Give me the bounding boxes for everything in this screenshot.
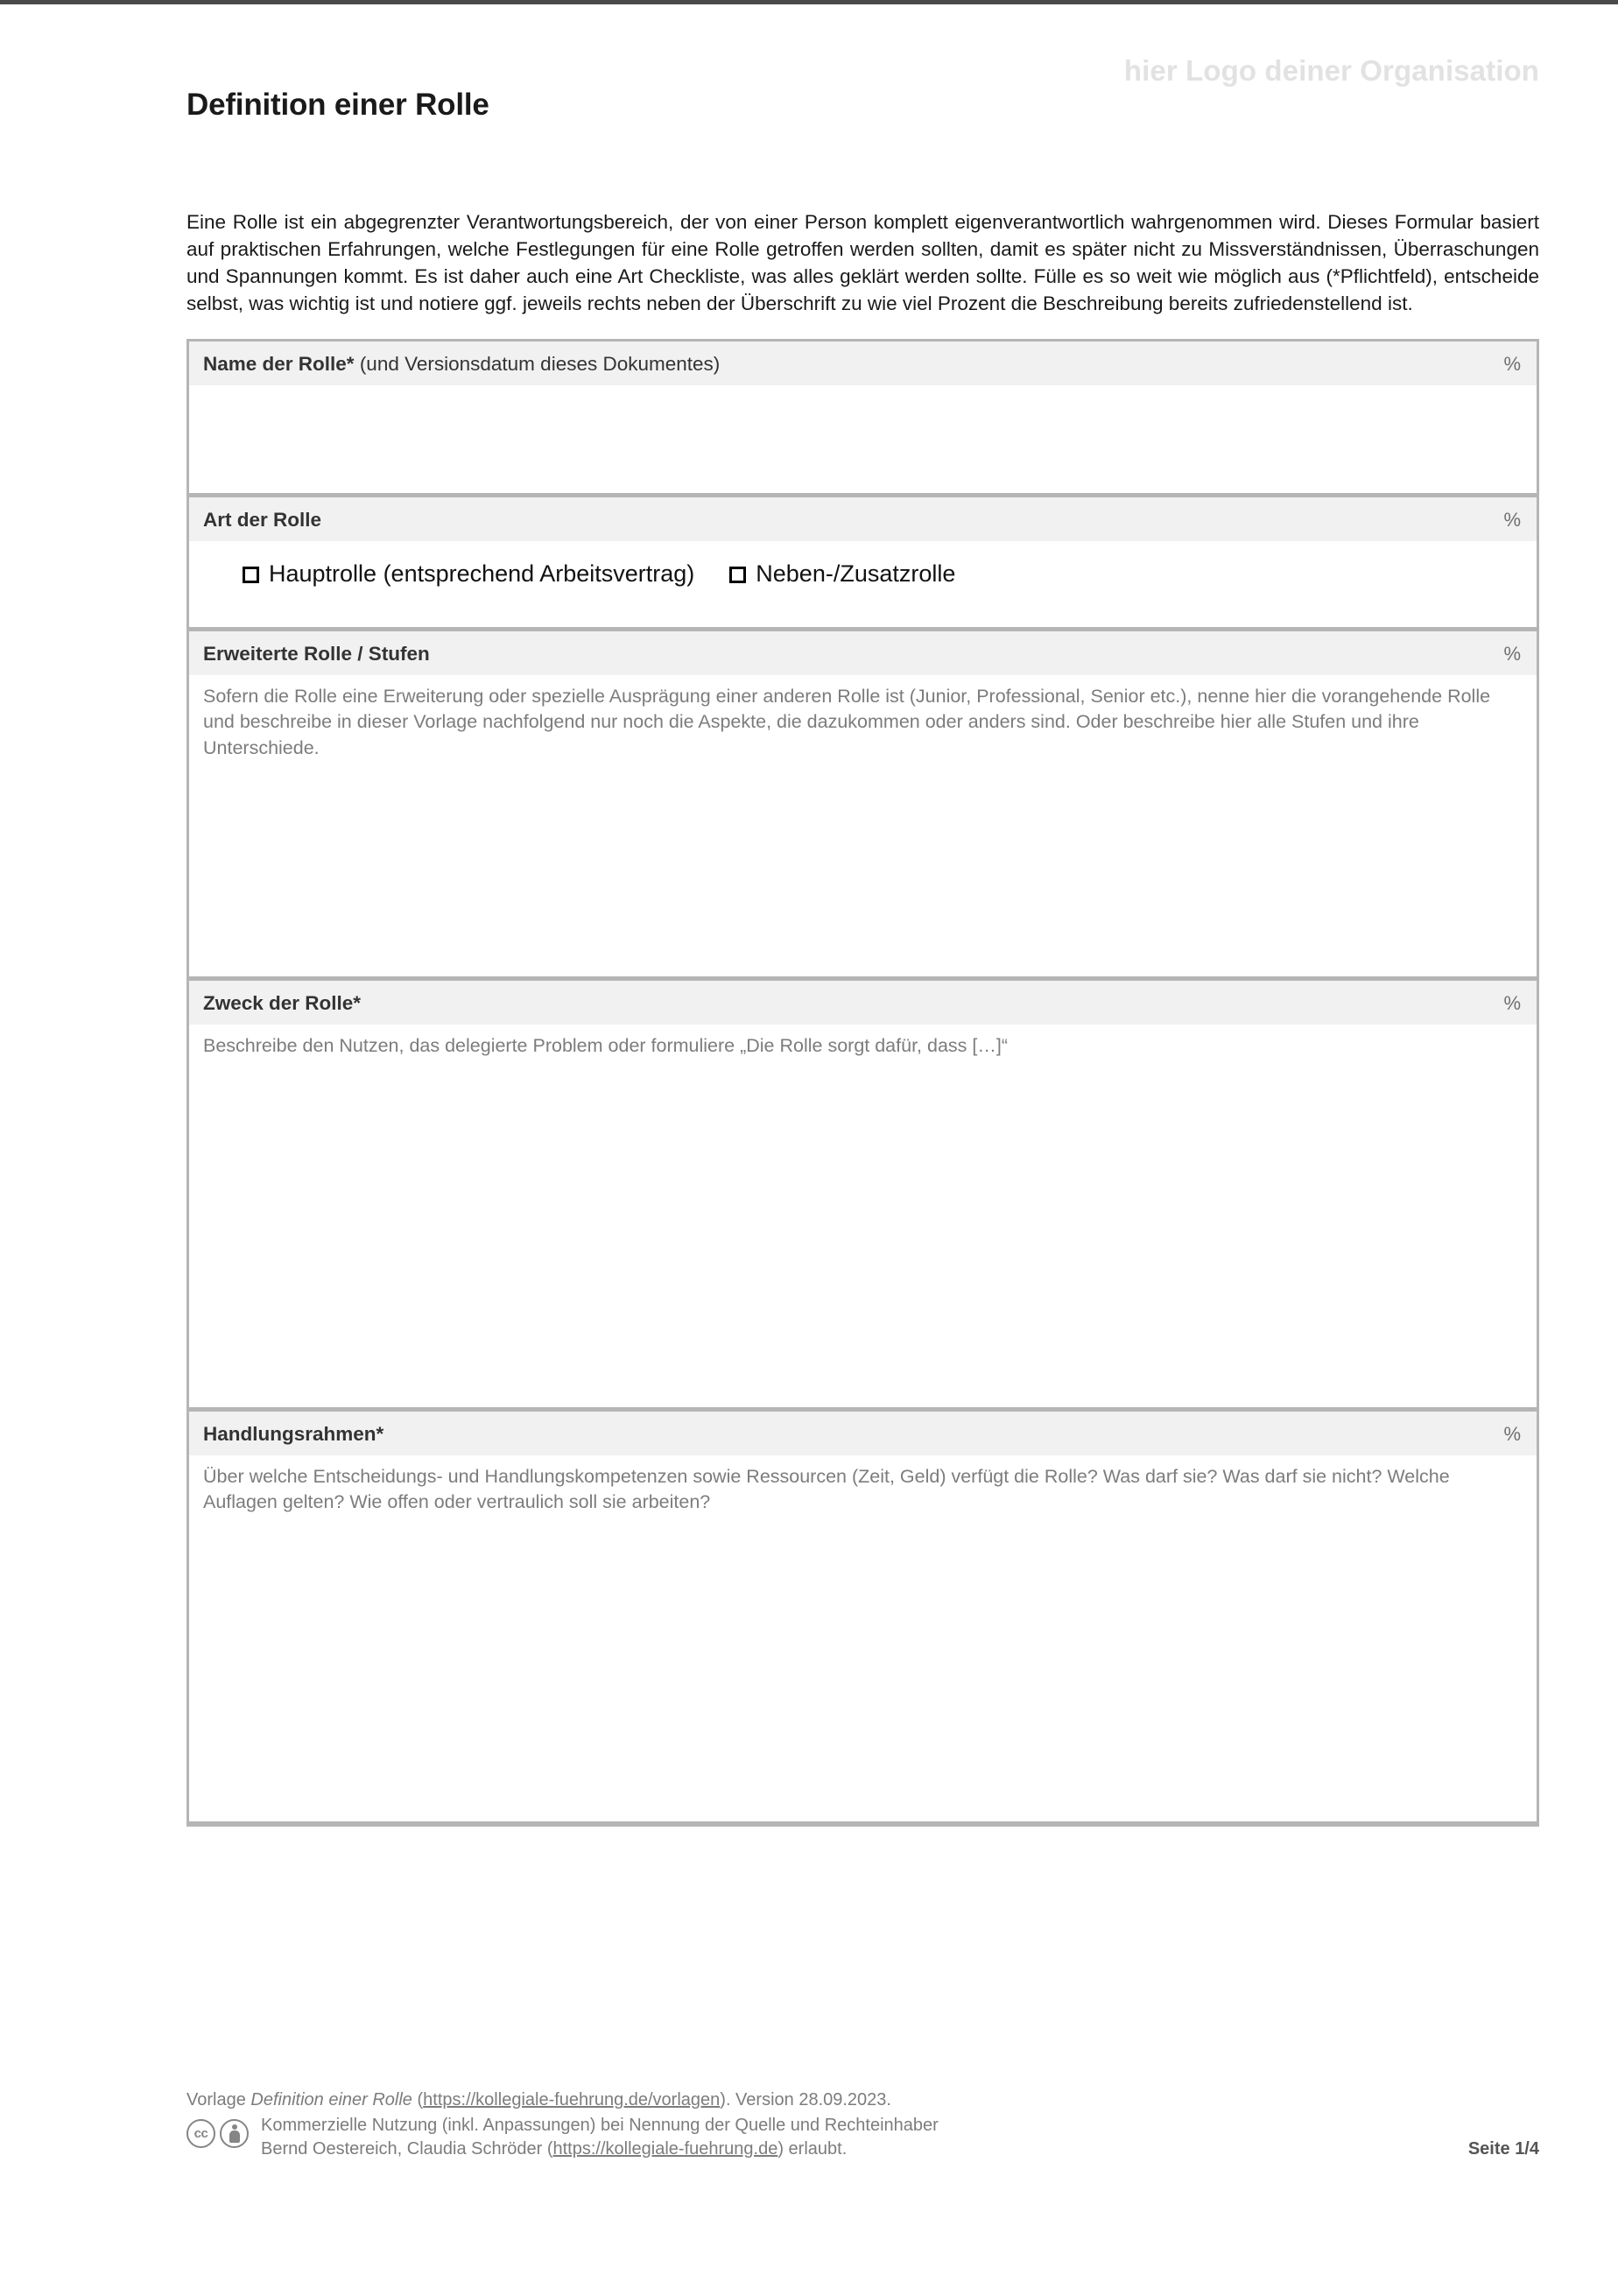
footer-license-line-1: Kommerzielle Nutzung (inkl. Anpassungen) bei Nennung der Quelle und Rechteinhaber [261, 2116, 939, 2136]
section-title [203, 352, 720, 376]
section-input-area[interactable] [189, 675, 1537, 976]
section-title-main: Zweck der Rolle* [203, 991, 362, 1014]
section-title [203, 642, 430, 666]
section-hint: Sofern die Rolle eine Erweiterung oder spezielle Ausprägung einer anderen Rolle ist (Junior, Professional, Senior etc.), nenne hier die vorangehende Rolle und beschreibe in dieser Vorlage nachfolgend nur noch die Aspekte, die dazukommen oder anders sind. Oder beschreibe hier alle Stufen und ihre Unterschiede. [203, 685, 1491, 758]
footer-license-line-2 [261, 2138, 1539, 2160]
footer-license-suffix: ) erlaubt. [777, 2138, 848, 2159]
percent-label[interactable]: % [1503, 642, 1521, 665]
checkbox-label: Hauptrolle (entsprechend Arbeitsvertrag) [269, 560, 695, 587]
footer-prefix: Vorlage [186, 2090, 251, 2109]
section-header [189, 1412, 1537, 1455]
section-title-main: Name der Rolle* [203, 352, 355, 375]
section-name-der-rolle [189, 342, 1537, 493]
percent-label[interactable]: % [1503, 991, 1521, 1014]
section-title-main: Art der Rolle [203, 508, 322, 531]
percent-label[interactable]: % [1503, 508, 1521, 531]
person-head [232, 2124, 237, 2130]
person-body [229, 2130, 240, 2143]
section-input-area[interactable] [189, 385, 1537, 493]
section-title-sub: (und Versionsdatum dieses Dokumentes) [354, 352, 721, 375]
section-header [189, 981, 1537, 1025]
section-header [189, 497, 1537, 541]
footer-template-name: Definition einer Rolle [250, 2090, 412, 2109]
section-header [189, 342, 1537, 385]
checkbox-label: Neben-/Zusatzrolle [756, 560, 956, 587]
percent-label[interactable]: % [1503, 352, 1521, 375]
page-footer [186, 2088, 1539, 2160]
page-number: Seite 1/4 [1467, 2138, 1539, 2159]
footer-link-site[interactable]: https://kollegiale-fuehrung.de [552, 2138, 778, 2159]
section-erweiterte-rolle-stufen [189, 627, 1537, 976]
section-input-area [189, 541, 1537, 627]
section-input-area[interactable] [189, 1455, 1537, 1821]
footer-version: ). Version 28.09.2023. [720, 2090, 891, 2109]
role-type-checkbox-group [203, 550, 1523, 586]
section-zweck-der-rolle [189, 976, 1537, 1407]
checkbox-icon[interactable] [243, 567, 259, 583]
checkbox-option-nebenrolle[interactable] [729, 562, 955, 586]
attribution-by-icon [220, 2119, 249, 2148]
section-title [203, 991, 361, 1015]
section-input-area[interactable] [189, 1025, 1537, 1407]
footer-link-vorlagen[interactable]: https://kollegiale-fuehrung.de/vorlagen [423, 2090, 721, 2109]
role-definition-form [186, 339, 1539, 1827]
document-page [0, 4, 1618, 2296]
footer-template-info [186, 2088, 1539, 2111]
page-content [186, 4, 1539, 1827]
section-hint: Beschreibe den Nutzen, das delegierte Problem oder formuliere „Die Rolle sorgt dafür, dass […]“ [203, 1034, 1008, 1056]
section-title-main: Erweiterte Rolle / Stufen [203, 642, 430, 665]
page-title: Definition einer Rolle [186, 88, 489, 122]
section-art-der-rolle [189, 493, 1537, 627]
section-header [189, 631, 1537, 675]
footer-license-text [261, 2114, 1539, 2160]
section-title [203, 508, 321, 532]
checkbox-icon[interactable] [729, 567, 746, 583]
page-header [186, 4, 1539, 122]
checkbox-option-hauptrolle[interactable] [243, 562, 694, 586]
person-glyph [229, 2124, 241, 2143]
footer-authors: Bernd Oestereich, Claudia Schröder ( [261, 2138, 553, 2159]
percent-label[interactable]: % [1503, 1422, 1521, 1445]
section-handlungsrahmen [189, 1407, 1537, 1821]
footer-open-paren: ( [412, 2090, 424, 2109]
creative-commons-icons [186, 2119, 249, 2148]
organisation-logo-placeholder: hier Logo deiner Organisation [1123, 54, 1539, 87]
section-hint: Über welche Entscheidungs- und Handlungskompetenzen sowie Ressourcen (Zeit, Geld) verfügt die Rolle? Was darf sie? Was darf sie nicht? Welche Auflagen gelten? Wie offen oder vertraulich soll sie arbeiten? [203, 1465, 1450, 1513]
intro-paragraph: Eine Rolle ist ein abgegrenzter Verantwortungsbereich, der von einer Person komplett eigenverantwortlich wahrgenommen wird. Dieses Formular basiert auf praktischen Erfahrungen, welche Festlegungen für eine Rolle getroffen werden sollten, damit es später nicht zu Missverständnissen, Überraschungen und Spannungen kommt. Es ist daher auch eine Art Checkliste, was alles geklärt werden sollte. Fülle es so weit wie möglich aus (*Pflichtfeld), entscheide selbst, was wichtig ist und notiere ggf. jeweils rechts neben der Überschrift zu wie viel Prozent die Beschreibung bereits zufriedenstellend ist. [186, 211, 1539, 315]
cc-icon-label: cc [193, 2126, 208, 2142]
section-title-main: Handlungsrahmen* [203, 1422, 384, 1445]
section-title [203, 1422, 383, 1446]
footer-license-block [186, 2114, 1539, 2160]
creative-commons-icon [186, 2119, 215, 2148]
